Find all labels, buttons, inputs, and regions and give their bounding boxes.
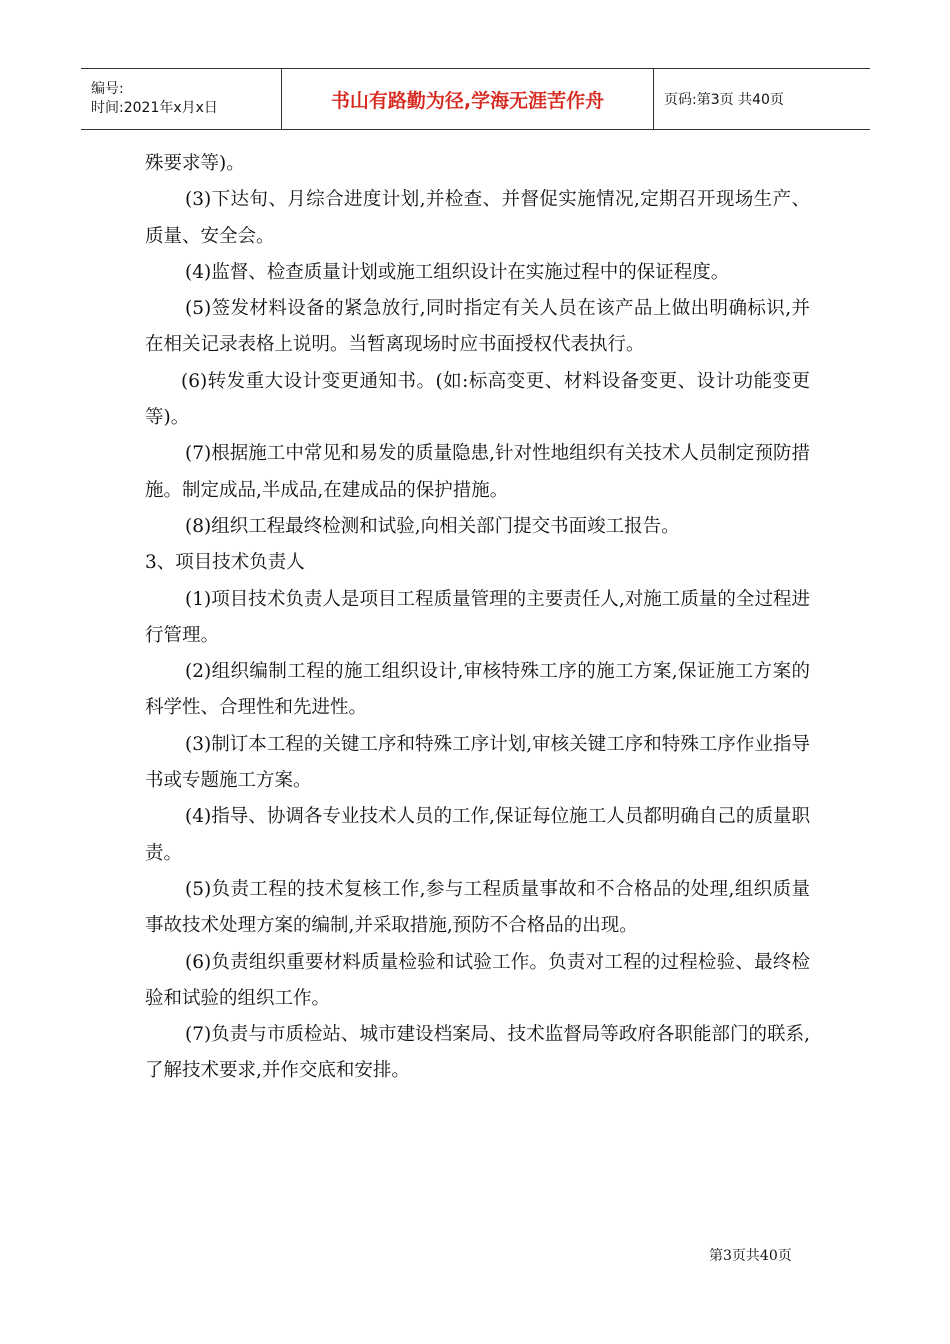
paragraph: (3)下达旬、月综合进度计划,并检查、并督促实施情况,定期召开现场生产、质量、安全会。 <box>145 189 810 247</box>
paragraph: (1)项目技术负责人是项目工程质量管理的主要责任人,对施工质量的全过程进行管理。 <box>145 588 810 646</box>
header-page-number: 页码:第3页 共40页 <box>664 92 784 108</box>
document-date: 时间:2021年x月x日 <box>91 100 218 116</box>
paragraph: (8)组织工程最终检测和试验,向相关部门提交书面竣工报告。 <box>185 515 680 537</box>
paragraph: (5)负责工程的技术复核工作,参与工程质量事故和不合格品的处理,组织质量事故技术处理方案的编制,并采取措施,预防不合格品的出现。 <box>145 878 810 937</box>
header-motto: 书山有路勤为径,学海无涯苦作舟 <box>282 69 654 129</box>
paragraph: (4)监督、检查质量计划或施工组织设计在实施过程中的保证程度。 <box>185 261 730 283</box>
paragraph: (6)负责组织重要材料质量检验和试验工作。负责对工程的过程检验、最终检验和试验的组织工作。 <box>145 951 810 1009</box>
paragraph: (4)指导、协调各专业技术人员的工作,保证每位施工人员都明确自己的质量职责。 <box>145 806 810 864</box>
paragraph: (7)根据施工中常见和易发的质量隐患,针对性地组织有关技术人员制定预防措施。制定成品,半成品,在建成品的保护措施。 <box>145 443 810 501</box>
header-meta <box>81 69 282 129</box>
paragraph: (3)制订本工程的关键工序和特殊工序计划,审核关键工序和特殊工序作业指导书或专题施工方案。 <box>145 733 810 792</box>
paragraph: (5)签发材料设备的紧急放行,同时指定有关人员在该产品上做出明确标识,并在相关记录表格上说明。当暂离现场时应书面授权代表执行。 <box>145 298 810 356</box>
document-body <box>145 146 810 1090</box>
paragraph: (2)组织编制工程的施工组织设计,审核特殊工序的施工方案,保证施工方案的科学性、合理性和先进性。 <box>145 661 810 719</box>
paragraph: (6)转发重大设计变更通知书。(如:标高变更、材料设备变更、设计功能变更等)。 <box>145 370 810 429</box>
page-header <box>81 68 870 130</box>
document-code: 编号: <box>91 81 124 97</box>
paragraph: (7)负责与市质检站、城市建设档案局、技术监督局等政府各职能部门的联系,了解技术要求,并作交底和安排。 <box>145 1024 810 1082</box>
section-heading: 3、项目技术负责人 <box>145 552 305 574</box>
page-footer: 第3页共40页 <box>709 1248 792 1264</box>
paragraph: 殊要求等)。 <box>145 153 245 174</box>
